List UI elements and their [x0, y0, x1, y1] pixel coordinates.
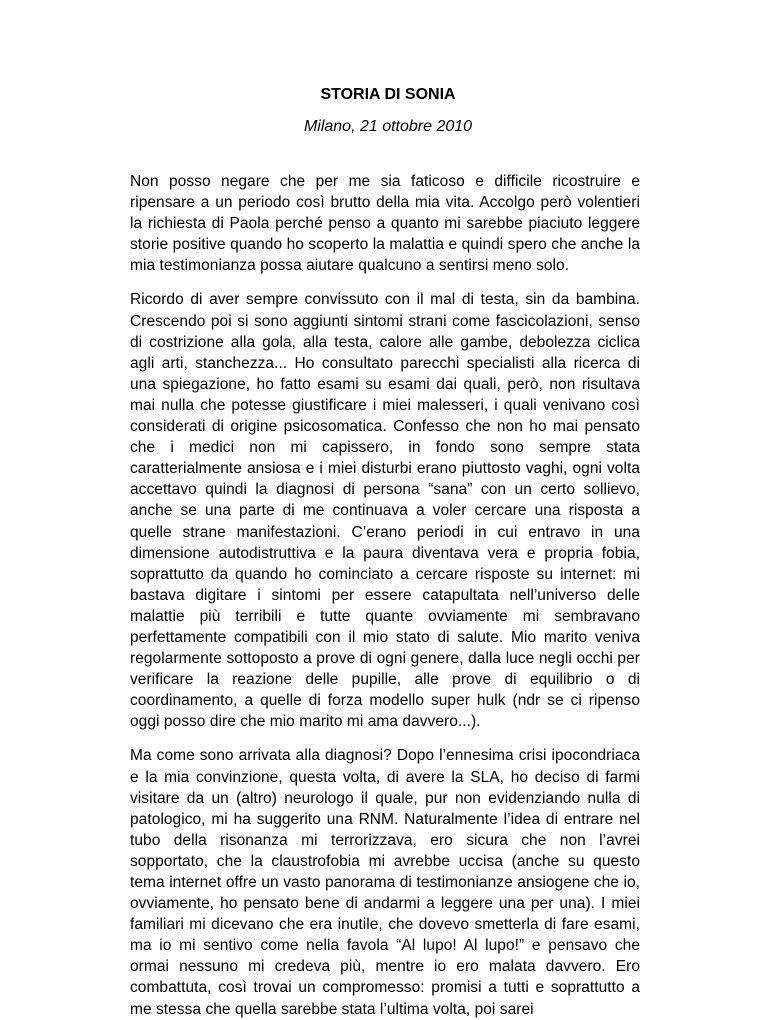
paragraph-1: Non posso negare che per me sia faticoso e difficile ricostruire e ripensare a un periodo così brutto della mia vita. Accolgo però volentieri la richiesta di Paola perché penso a quanto mi sarebbe piaciuto leggere storie positive quando ho scoperto la malattia e quindi spero che anche la mia testimonianza possa aiutare qualcuno a sentirsi meno solo.: [130, 173, 640, 275]
document-page: [130, 84, 640, 1020]
paragraph-3: Ma come sono arrivata alla diagnosi? Dopo l’ennesima crisi ipocondriaca e la mia convinzione, questa volta, di avere la SLA, ho deciso di farmi visitare da un (altro) neurologo il quale, pur non evidenziando nulla di patologico, mi ha suggerito una RNM. Naturalmente l’idea di entrare nel tubo della risonanza mi terrorizzava, ero sicura che non l’avrei sopportato, che la claustrofobia mi avrebbe uccisa (anche su questo tema internet offre un vasto panorama di testimonianze ansiogene che io, ovviamente, ho pensato bene di andarmi a leggere una per una). I miei familiari mi dicevano che era inutile, che dovevo smetterla di fare esami, ma io mi sentivo come nella favola “Al lupo! Al lupo!” e pensavo che ormai nessuno mi credeva più, mentre io ero malata davvero. Ero combattuta, così trovai un compromesso: promisi a tutti e soprattutto a me stessa che quella sarebbe stata l’ultima volta, poi sarei: [130, 747, 640, 1018]
paragraph-2: Ricordo di aver sempre convissuto con il mal di testa, sin da bambina. Crescendo poi si sono aggiunti sintomi strani come fascicolazioni, senso di costrizione alla gola, alla testa, calore alle gambe, debolezza ciclica agli arti, stanchezza... Ho consultato parecchi specialisti alla ricerca di una spiegazione, ho fatto esami su esami dai quali, però, non risultava mai nulla che potesse giustificare i miei malesseri, i quali venivano così considerati di origine psicosomatica. Confesso che non ho mai pensato che i medici non mi capissero, in fondo sono sempre stata caratterialmente ansiosa e i miei disturbi erano piuttosto vaghi, ogni volta accettavo quindi la diagnosi di persona “sana” con un certo sollievo, anche se una parte di me continuava a voler cercare una risposta a quelle strane manifestazioni. C’erano periodi in cui entravo in una dimensione autodistruttiva e la paura diventava vera e propria fobia, soprattutto da quando ho cominciato a cercare risposte su internet: mi bastava digitare i sintomi per essere catapultata nell’universo delle malattie più terribili e tutte quante ovviamente mi sembravano perfettamente compatibili con il mio stato di salute. Mio marito veniva regolarmente sottoposto a prove di ogni genere, dalla luce negli occhi per verificare la reazione delle pupille, alle prove di equilibrio o di coordinamento, a quelle di forza modello super hulk (ndr se ci ripenso oggi posso dire che mio marito mi ama davvero...).: [130, 291, 640, 731]
document-title: STORIA DI SONIA: [320, 86, 456, 103]
document-dateline: Milano, 21 ottobre 2010: [303, 118, 473, 135]
